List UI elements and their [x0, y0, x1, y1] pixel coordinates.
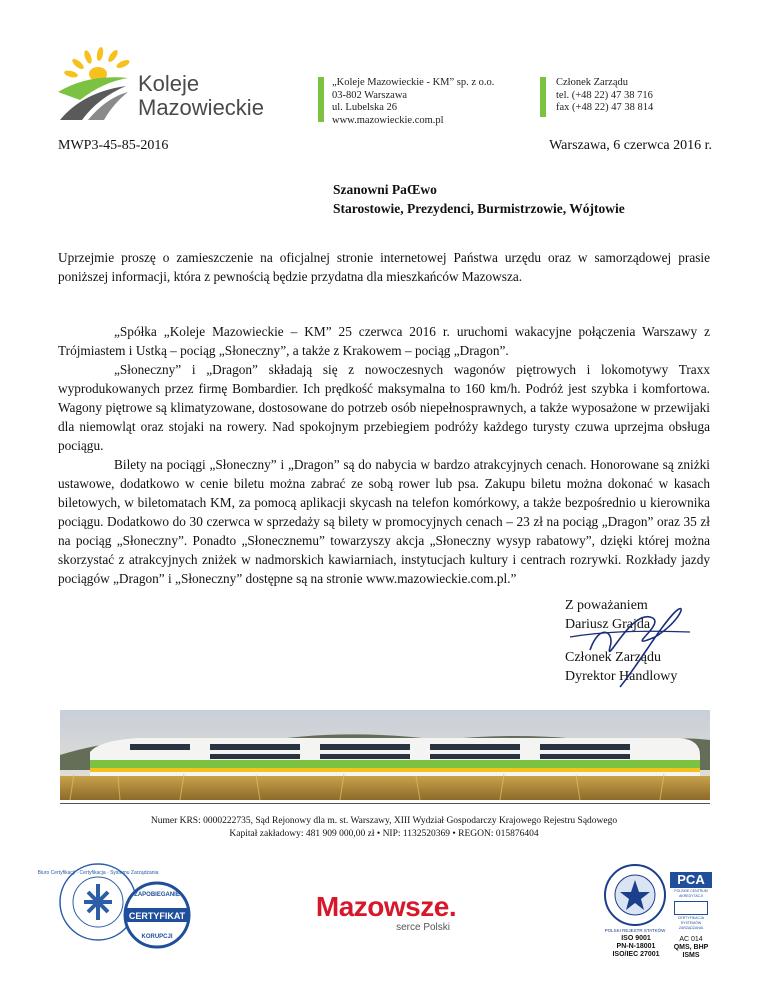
board-fax: fax (+48 22) 47 38 814 [556, 102, 654, 113]
iso-9001: ISO 9001 [621, 935, 651, 942]
mazowsze-logo [296, 892, 476, 933]
company-address [332, 77, 494, 127]
signer-role-2: Dyrektor Handlowy [565, 669, 678, 684]
cert-ring-text: Biuro Certyfikacji · Certyfikacja · Systemu Zarządzania [37, 870, 159, 876]
cert-bottom-text: KORUPCJI [141, 934, 173, 940]
mazowsze-wordmark: Mazowsze. [315, 891, 457, 922]
iso-27001: ISO/IEC 27001 [612, 951, 660, 958]
intro-text: Uprzejmie proszę o zamieszczenie na oficjalnej stronie internetowej Państwa urzędu oraz w samorządowej prasie poniższej informacji, która z pewnością będzie przydatna dla mieszkańców Mazowsza. [58, 250, 710, 284]
company-postal: 03-802 Warszawa [332, 89, 408, 101]
salutation-line2: Starostowie, Prezydenci, Burmistrzowie, Wójtowie [333, 201, 625, 216]
quote-paragraph-1: „Spółka „Koleje Mazowieckie – KM” 25 czerwca 2016 r. uruchomi wakacyjne połączenia Warszawy z Trójmiastem i Ustką – pociąg „Słoneczny”, a także z Krakowem – pociąg „Dragon”. [58, 324, 710, 358]
iso-ring-text: POLSKI REJESTR STATKÓW [604, 928, 666, 933]
train-body [90, 738, 700, 776]
pca-qms-bhp: QMS, BHP [673, 944, 709, 951]
train-photo [60, 710, 710, 800]
pca-cert-text: CERTYFIKACJA SYSTEMÓW ZARZĄDZANIA [677, 916, 705, 930]
reference-number: MWP3-45-85-2016 [58, 138, 169, 153]
closing: Z poważaniem [565, 598, 648, 613]
quote-block [58, 322, 710, 588]
footer-rule [60, 803, 710, 804]
pca-subtitle: POLSKIE CENTRUM AKREDYTACJI [674, 889, 708, 898]
brand-name-line1: Koleje [138, 71, 200, 96]
letter-date: Warszawa, 6 czerwca 2016 r. [549, 138, 712, 153]
brand-name-line2: Mazowieckie [138, 95, 264, 120]
signer-role-1: Członek Zarządu [565, 650, 662, 665]
board-contact [556, 77, 653, 115]
iso-standards [608, 935, 664, 959]
footer-krs: Numer KRS: 0000222735, Sąd Rejonowy dla m. st. Warszawy, XIII Wydział Gospodarczy Krajowego Rejestru Sądowego [150, 816, 618, 826]
pca-emblem [674, 901, 708, 915]
board-tel: tel. (+48 22) 47 38 716 [556, 89, 653, 101]
company-name: „Koleje Mazowieckie - KM” sp. z o.o. [332, 77, 495, 88]
company-web: www.mazowieckie.com.pl [332, 114, 444, 126]
footer-capital: Kapitał zakładowy: 481 909 000,00 zł • NIP: 1132520369 • REGON: 015876404 [229, 829, 539, 839]
salutation [333, 180, 625, 218]
intro-paragraph [58, 248, 710, 286]
cert-mid-text: CERTYFIKAT [128, 911, 186, 921]
pca-ac-code: AC 014 [679, 936, 703, 943]
iso-pn-n-18001: PN-N-18001 [616, 943, 656, 950]
quote-paragraph-3: Bilety na pociągi „Słoneczny” i „Dragon” są do nabycia w bardzo atrakcyjnych cenach. Honorowane są zniżki ustawowe, dodatkowo w cenie biletu można zabrać ze sobą rower lub psa. Zakupu biletu można dokonać w kasach biletowych, w biletomatach KM, za pomocą aplikacji skycash na telefon komórkowy, a także bezpośrednio u kierownika pociągu. Dodatkowo do 30 czerwca w sprzedaży są bilety w promocyjnych cenach – 23 zł na pociąg „Dragon” oraz 35 zł na pociąg „Słoneczny”. Ponadto „Słonecznemu” towarzyszy akcja „Słoneczny wysyp rabatowy”, dzięki której można skorzystać z atrakcyjnych zniżek w nadmorskich kawiarniach, instytucjach kultury i centrach rozrywki. Rozkłady jazdy pociągów „Dragon” i „Słoneczny” dostępne są na stronie www.mazowieckie.com.pl.” [58, 457, 710, 586]
board-title: Członek Zarządu [556, 77, 629, 88]
handwritten-signature [560, 592, 700, 692]
koleje-mazowieckie-logo [58, 42, 268, 122]
header-divider-right [540, 77, 546, 117]
cert-top-text: ZAPOBIEGANIE [134, 892, 180, 898]
anti-corruption-certificate-badge [122, 880, 192, 950]
company-street: ul. Lubelska 26 [332, 102, 398, 113]
mazowsze-tagline: serce Polski [396, 922, 450, 933]
header-divider-left [318, 77, 324, 122]
pca-accreditation-badge [670, 872, 712, 960]
salutation-line1: Szanowni PaŒwo [333, 182, 437, 197]
pca-isms: ISMS [682, 952, 700, 959]
signer-name: Dariusz Grajda [565, 617, 651, 632]
quote-paragraph-2: „Słoneczny” i „Dragon” składają się z nowoczesnych wagonów piętrowych i lokomotywy Traxx wyprodukowanych przez firmę Bombardier. Ich prędkość maksymalna to 160 km/h. Podróż jest szybka i komfortowa. Wagony piętrowe są klimatyzowane, dostosowane do potrzeb osób niepełnosprawnych, a także wyposażone w przewijaki dla niemowląt oraz stojaki na rowery. Nad spokojnym przebiegiem podróży każdego turysty czuwa uprzejma obsługa pociągu. [58, 362, 710, 453]
iso-certification-seal [602, 862, 668, 934]
pca-logo: PCA [670, 872, 712, 888]
